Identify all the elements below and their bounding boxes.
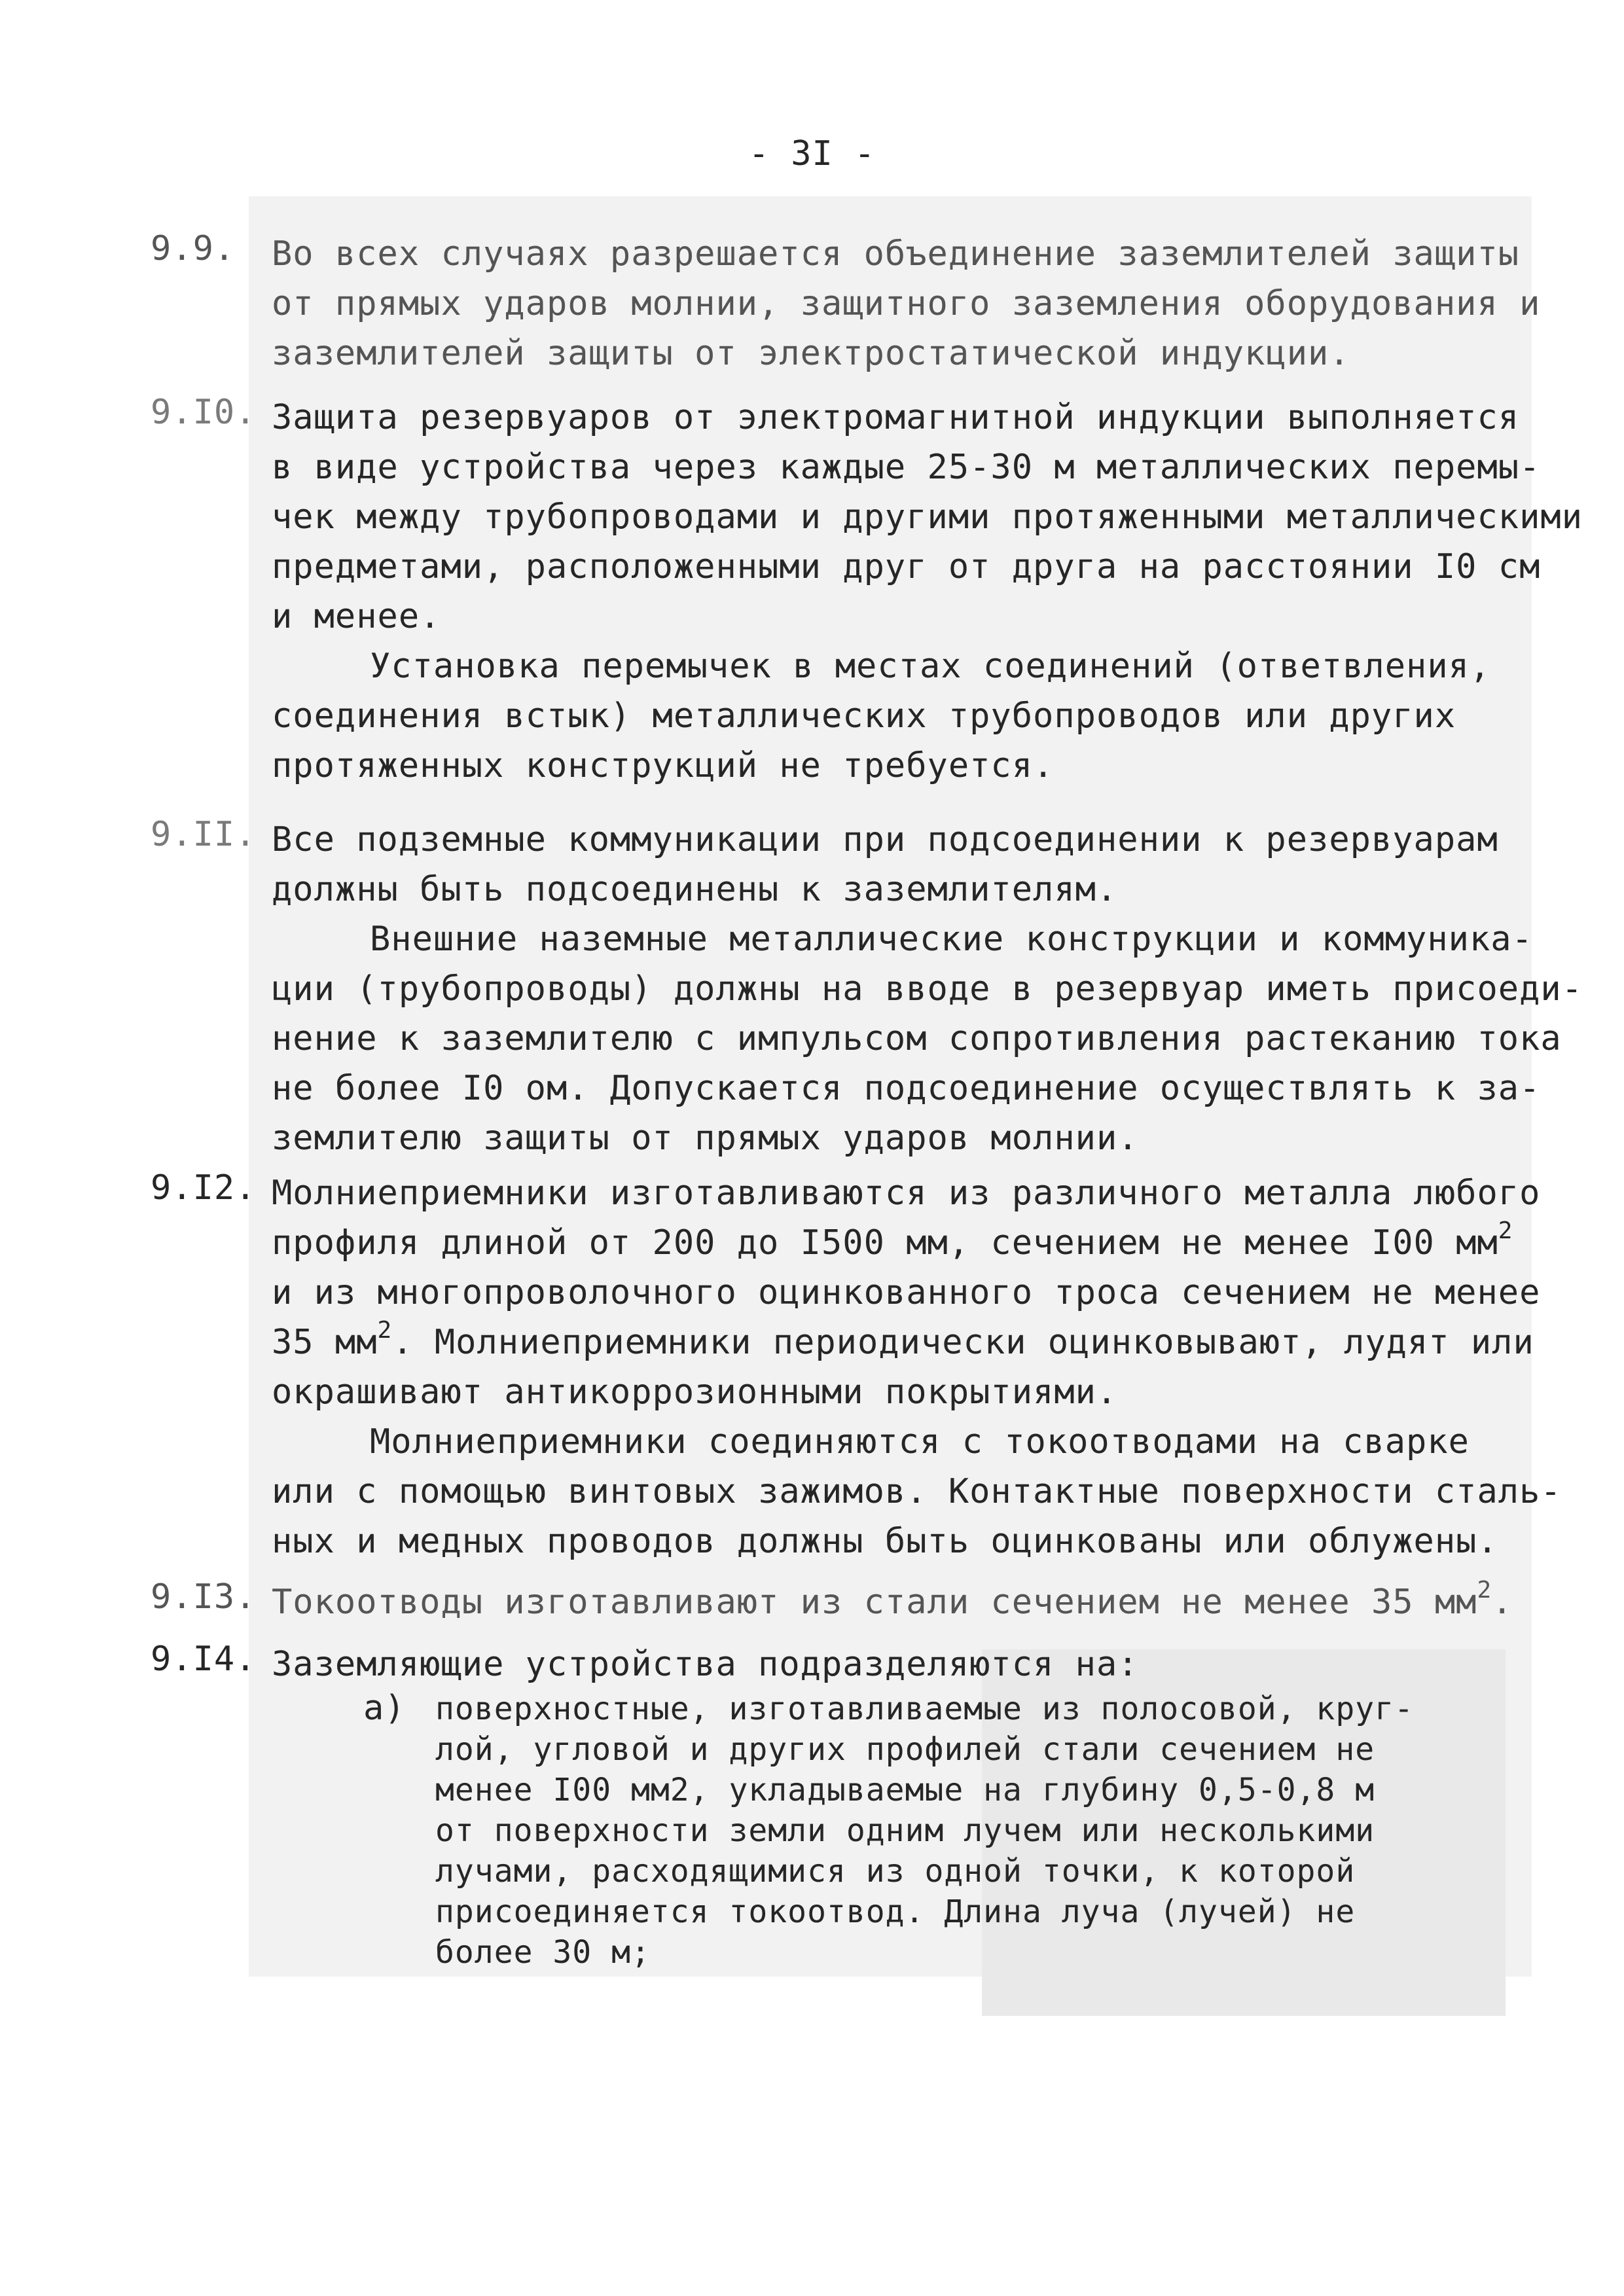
text-line: Заземляющие устройства подразделяются на: bbox=[272, 1645, 1139, 1684]
section-number: 9.I4. bbox=[151, 1640, 257, 1679]
text-line: от поверхности земли одним лучем или несколькими bbox=[435, 1812, 1375, 1849]
text-line: Молниеприемники соединяются с токоотводами на сварке bbox=[370, 1422, 1470, 1462]
text-line: Установка перемычек в местах соединений (ответвления, bbox=[370, 647, 1491, 686]
text-line: от прямых ударов молнии, защитного заземления оборудования и bbox=[272, 284, 1541, 323]
text-line: заземлителей защиты от электростатической индукции. bbox=[272, 334, 1350, 373]
text-line: окрашивают антикоррозионными покрытиями. bbox=[272, 1372, 1118, 1412]
page-number: - 3I - bbox=[748, 134, 876, 173]
section-body bbox=[272, 1168, 1562, 1566]
text-line: более 30 м; bbox=[435, 1934, 651, 1971]
section-number: 9.I0. bbox=[151, 393, 257, 432]
section-9-10 bbox=[151, 393, 1583, 791]
section-number: 9.I3. bbox=[151, 1577, 257, 1617]
text-line: и менее. bbox=[272, 597, 441, 636]
section-number: 9.II. bbox=[151, 815, 257, 854]
text-line: ции (трубопроводы) должны на вводе в резервуар иметь присоеди- bbox=[272, 969, 1583, 1009]
text-line: соединения встык) металлических трубопроводов или других bbox=[272, 696, 1456, 736]
section-number: 9.I2. bbox=[151, 1168, 257, 1208]
text-line: менее I00 мм2, укладываемые на глубину 0,5-0,8 м bbox=[435, 1772, 1375, 1808]
text-line: или с помощью винтовых зажимов. Контактные поверхности сталь- bbox=[272, 1472, 1562, 1511]
section-9-14 bbox=[151, 1640, 1538, 1689]
text-line: Все подземные коммуникации при подсоединении к резервуарам bbox=[272, 820, 1498, 859]
text-line: профиля длиной от 200 до I500 мм, сечением не менее I00 $мм^2$ bbox=[272, 1217, 1513, 1263]
text-line: ных и медных проводов должны быть оцинкованы или облужены. bbox=[272, 1522, 1498, 1561]
text-line: поверхностные, изготавливаемые из полосовой, круг- bbox=[435, 1691, 1414, 1727]
text-line: чек между трубопроводами и другими протяженными металлическими bbox=[272, 497, 1583, 537]
text-line: присоединяется токоотвод. Длина луча (лучей) не bbox=[435, 1893, 1356, 1930]
text-line: землителю защиты от прямых ударов молнии. bbox=[272, 1119, 1139, 1158]
section-number: 9.9. bbox=[151, 229, 236, 268]
sublist-body bbox=[435, 1689, 1515, 1973]
text-line: не более I0 ом. Допускается подсоединение осуществлять к за- bbox=[272, 1069, 1541, 1108]
text-line: Молниеприемники изготавливаются из различного металла любого bbox=[272, 1174, 1541, 1213]
text-line: Защита резервуаров от электромагнитной индукции выполняется bbox=[272, 398, 1520, 437]
section-body bbox=[272, 815, 1583, 1163]
text-line: должны быть подсоединены к заземлителям. bbox=[272, 870, 1118, 909]
section-9-9 bbox=[151, 229, 1541, 378]
section-body bbox=[272, 1577, 1538, 1627]
superscript-two: 2 bbox=[1477, 1577, 1492, 1604]
section-9-13 bbox=[151, 1577, 1538, 1627]
text-line: и из многопроволочного оцинкованного троса сечением не менее bbox=[272, 1273, 1541, 1312]
superscript-two: 2 bbox=[377, 1317, 393, 1344]
text-line: предметами, расположенными друг от друга на расстоянии I0 см bbox=[272, 547, 1541, 586]
superscript-two: 2 bbox=[1498, 1217, 1513, 1244]
list-marker: а) bbox=[363, 1689, 406, 1728]
text-line: Во всех случаях разрешается объединение заземлителей защиты bbox=[272, 234, 1520, 274]
sublist-item-a bbox=[363, 1689, 1515, 1973]
section-9-11 bbox=[151, 815, 1583, 1163]
text-line: нение к заземлителю с импульсом сопротивления растеканию тока bbox=[272, 1019, 1562, 1058]
text-line: Внешние наземные металлические конструкции и коммуника- bbox=[370, 920, 1533, 959]
section-9-12 bbox=[151, 1168, 1562, 1566]
section-body bbox=[272, 393, 1583, 791]
text-line: лой, угловой и других профилей стали сечением не bbox=[435, 1731, 1375, 1768]
section-body bbox=[272, 229, 1541, 378]
section-body bbox=[272, 1640, 1538, 1689]
text-line: 35 $мм^2$. Молниеприемники периодически оцинковывают, лудят или bbox=[272, 1317, 1534, 1362]
text-line: протяженных конструкций не требуется. bbox=[272, 746, 1055, 785]
text-line: лучами, расходящимися из одной точки, к которой bbox=[435, 1853, 1356, 1890]
text-line: Токоотводы изготавливают из стали сечением не менее 35 $мм^2$. bbox=[272, 1577, 1513, 1622]
text-line: в виде устройства через каждые 25-30 м металлических перемы- bbox=[272, 448, 1541, 487]
